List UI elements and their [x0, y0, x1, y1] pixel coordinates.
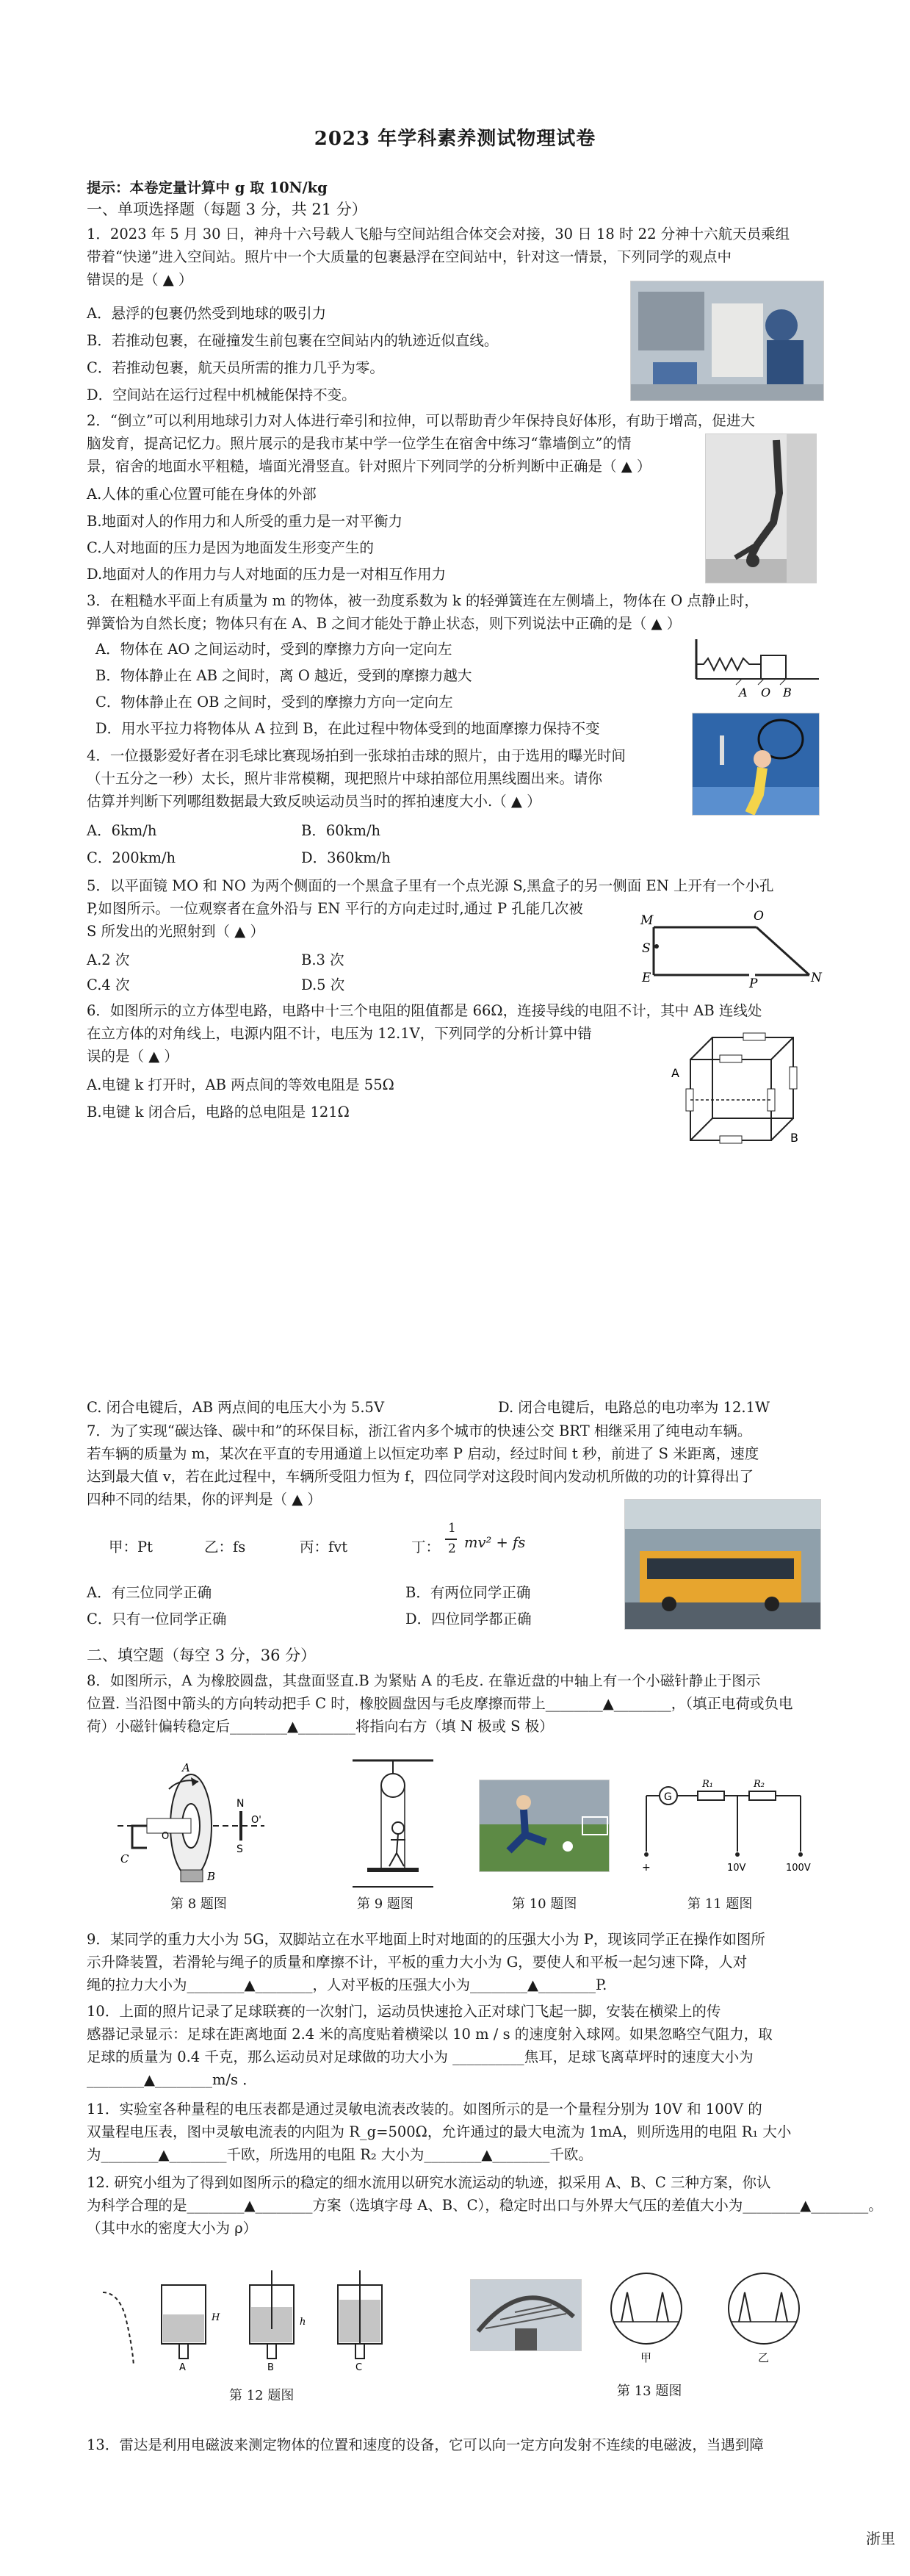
- q12-stem-line2: 为科学合理的是________▲________方案（选填字母 A、B、C），稳定时出口与外界大气压的差值大小为________▲________。: [87, 2197, 883, 2214]
- q11-stem-line1: 11．实验室各种量程的电压表都是通过灵敏电流表改装的。如图所示的是一个量程分别为 10V 和 100V 的: [87, 2101, 762, 2118]
- fig11-label-100v: 100V: [786, 1863, 811, 1874]
- q8-stem-line2: 位置. 当沿图中箭头的方向转动把手 C 时，橡胶圆盘因与毛皮摩擦而带上________▲________，（填正电荷或负电: [87, 1695, 793, 1712]
- q7-jia: 甲：Pt: [109, 1539, 153, 1555]
- fig12-label-small-h: h: [300, 2317, 306, 2328]
- fig8-label-o: O: [162, 1831, 170, 1842]
- q12-stem-line1: 12. 研究小组为了得到如图所示的稳定的细水流用以研究水流运动的轨迹，拟采用 A、B、C 三种方案，你认: [87, 2174, 771, 2191]
- q2-photo-illustration: [706, 434, 816, 583]
- q3-option-c: C．物体静止在 OB 之间时，受到的摩擦力方向一定向左: [95, 694, 453, 710]
- footer-watermark: 浙里: [866, 2530, 895, 2547]
- fig8-label-c: C: [120, 1852, 129, 1866]
- fig8-label-o-prime: O': [251, 1815, 261, 1826]
- q12-stem-line3: （其中水的密度大小为 ρ）: [87, 2220, 258, 2237]
- fig11-label-10v: 10V: [727, 1863, 746, 1874]
- q7-bing: 丙：fvt: [300, 1539, 348, 1555]
- q6-label-b: B: [790, 1131, 798, 1145]
- q6-label-a: A: [671, 1066, 679, 1080]
- q7-option-d: D．四位同学都正确: [405, 1611, 532, 1627]
- q6-stem-line1: 6．如图所示的立方体型电路，电路中十三个电阻的阻值都是 66Ω，连接导线的电阻不计，其中 AB 连线处: [87, 1002, 762, 1019]
- fig9-pulley-diagram: [345, 1757, 441, 1890]
- q3-option-a: A．物体在 AO 之间运动时，受到的摩擦力方向一定向左: [95, 641, 452, 658]
- q5-stem-line3: S 所发出的光照射到（ ▲ ）: [87, 923, 264, 940]
- q7-ding-prefix: 丁：: [411, 1539, 441, 1555]
- q1-space-station-photo: [630, 281, 824, 401]
- q6-cube-circuit-diagram: [661, 1023, 808, 1170]
- q6-option-d: D. 闭合电键后，电路总的电功率为 12.1W: [498, 1399, 770, 1416]
- q1-stem-line1: 1．2023 年 5 月 30 日，神舟十六号载人飞船与空间站组合体交会对接，30 日 18 时 22 分神十六航天员乘组: [87, 226, 790, 242]
- q5-option-c: C.4 次: [87, 976, 130, 993]
- q4-stem-line1: 4．一位摄影爱好者在羽毛球比赛现场拍到一张球拍击球的照片，由于选用的曝光时间: [87, 747, 626, 764]
- fig13-radar-photo: [470, 2279, 582, 2351]
- q7-ding-expression: mv² + fs: [464, 1534, 526, 1551]
- fig11-voltmeter-circuit: [639, 1778, 815, 1881]
- q5-stem-line2: P,如图所示。一位观察者在盒外沿与 EN 平行的方向走过时,通过 P 孔能几次被: [87, 900, 583, 917]
- q4-option-a: A．6km/h: [87, 822, 157, 839]
- q9-stem-line1: 9．某同学的重力大小为 5G，双脚站立在水平地面上时对地面的的压强大小为 P，现该同学正在操作如图所: [87, 1931, 765, 1948]
- fig11-label-plus: +: [642, 1862, 651, 1874]
- q6-option-a: A.电键 k 打开时，AB 两点间的等效电阻是 55Ω: [87, 1076, 394, 1093]
- fig12-label-c: C: [355, 2362, 363, 2373]
- q2-stem-line1: 2．“倒立”可以利用地球引力对人体进行牵引和拉伸，可以帮助青少年保持良好体形，有助于增高，促进大: [87, 412, 755, 429]
- section-heading-1: 一、单项选择题（每题 3 分，共 21 分）: [87, 201, 367, 218]
- fig8-label-b: B: [207, 1870, 216, 1883]
- fig13-label-jia: 甲: [640, 2351, 652, 2364]
- q7-option-c: C．只有一位同学正确: [87, 1611, 227, 1627]
- q3-label-o: O: [761, 686, 771, 699]
- fig11-label-r1: R₁: [702, 1779, 713, 1790]
- q6-stem-line3: 误的是（ ▲ ）: [87, 1048, 178, 1065]
- q7-option-a: A．有三位同学正确: [87, 1584, 212, 1601]
- q10-stem-line3: 足球的质量为 0.4 千克，那么运动员对足球做的功大小为 __________焦耳，足球飞离草坪时的速度大小为: [87, 2048, 754, 2065]
- q7-stem-line4: 四种不同的结果，你的评判是（ ▲ ）: [87, 1491, 322, 1508]
- q3-option-b: B．物体静止在 AB 之间时，离 O 越近，受到的摩擦力越大: [95, 667, 472, 684]
- q1-option-c: C．若推动包裹，航天员所需的推力几乎为零。: [87, 359, 384, 376]
- q2-option-b: B.地面对人的作用力和人所受的重力是一对平衡力: [87, 513, 403, 530]
- q5-option-b: B.3 次: [301, 951, 344, 968]
- q4-option-b: B．60km/h: [301, 822, 381, 839]
- q7-stem-line2: 若车辆的质量为 m，某次在平直的专用通道上以恒定功率 P 启动，经过时间 t 秒，前进了 S 米距离，速度: [87, 1445, 759, 1462]
- q2-option-d: D.地面对人的作用力与人对地面的压力是一对相互作用力: [87, 566, 447, 583]
- q8-stem-line1: 8．如图所示，A 为橡胶圆盘，其盘面竖直.B 为紧贴 A 的毛皮. 在靠近盘的中轴上有一个小磁针静止于图示: [87, 1672, 761, 1689]
- fig10-caption: 第 10 题图: [512, 1896, 577, 1912]
- q10-stem-line4: ________▲________m/s ．: [87, 2071, 257, 2088]
- q4-photo-illustration: [693, 713, 819, 815]
- q3-stem-line2: 弹簧恰为自然长度；物体只有在 A、B 之间才能处于静止状态，则下列说法中正确的是（ ▲ ）: [87, 615, 682, 632]
- fig13-label-yi: 乙: [758, 2351, 770, 2364]
- fig11-label-g: G: [664, 1791, 672, 1803]
- q7-yi: 乙：fs: [204, 1539, 246, 1555]
- q11-stem-line3: 为________▲________千欧，所选用的电阻 R₂ 大小为________▲________千欧。: [87, 2146, 593, 2163]
- q5-option-d: D.5 次: [301, 976, 345, 993]
- section-heading-2: 二、填空题（每空 3 分，36 分）: [87, 1647, 317, 1664]
- q5-label-m: M: [640, 913, 654, 928]
- fig9-caption: 第 9 题图: [357, 1896, 414, 1912]
- q2-stem-line3: 景，宿舍的地面水平粗糙，墙面光滑竖直。针对照片下列同学的分析判断中正确是（ ▲ ）: [87, 458, 651, 475]
- q1-stem-line2: 带着“快递”进入空间站。照片中一个大质量的包裹悬浮在空间站中，针对这一情景，下列同学的观点中: [87, 248, 732, 265]
- q7-stem-line3: 达到最大值 v，若在此过程中，车辆所受阻力恒为 f，四位同学对这段时间内发动机所做的功的计算得出了: [87, 1468, 754, 1485]
- fig12-caption: 第 12 题图: [229, 2388, 295, 2403]
- fig12-label-b: B: [267, 2362, 274, 2373]
- fig12-water-flow-diagram: [95, 2263, 441, 2373]
- q1-stem-line3: 错误的是（ ▲ ）: [87, 271, 193, 288]
- q11-stem-line2: 双量程电压表，图中灵敏电流表的内阻为 R_g=500Ω，允许通过的最大电流为 1mA，则所选用的电阻 R₁ 大小: [87, 2123, 792, 2140]
- q13-stem-line1: 13．雷达是利用电磁波来测定物体的位置和速度的设备，它可以向一定方向发射不连续的电磁波，当遇到障: [87, 2436, 764, 2453]
- q3-option-d: D．用水平拉力将物体从 A 拉到 B，在此过程中物体受到的地面摩擦力保持不变: [95, 720, 600, 737]
- q5-mirror-box-diagram: [639, 905, 823, 991]
- fig8-label-n: N: [236, 1798, 245, 1810]
- q1-option-a: A．悬浮的包裹仍然受到地球的吸引力: [87, 305, 327, 322]
- q2-handstand-photo: [705, 433, 817, 583]
- fig13-photo-illustration: [471, 2280, 581, 2350]
- q7-photo-illustration: [625, 1500, 820, 1629]
- q4-option-d: D．360km/h: [301, 849, 391, 866]
- hint: 提示：本卷定量计算中 g 取 10N/kg: [87, 179, 328, 196]
- q4-stem-line2: （十五分之一秒）太长，照片非常模糊，现把照片中球拍部位用黑线圈出来。请你: [87, 770, 603, 787]
- q9-stem-line3: 绳的拉力大小为________▲________，人对平板的压强大小为________▲________P.: [87, 1976, 607, 1993]
- fig8-rubber-disk-diagram: [118, 1760, 264, 1885]
- q8-stem-line3: 荷）小磁针偏转稳定后________▲________将指向右方（填 N 极或 S 极）: [87, 1718, 554, 1735]
- q7-stem-line1: 7．为了实现“碳达锋、碳中和”的环保目标，浙江省内多个城市的快速公交 BRT 相继采用了纯电动车辆。: [87, 1422, 752, 1439]
- q4-option-c: C．200km/h: [87, 849, 176, 866]
- q1-photo-illustration: [631, 281, 823, 400]
- q6-option-b: B.电键 k 闭合后，电路的总电阻是 121Ω: [87, 1104, 350, 1120]
- q5-stem-line1: 5．以平面镜 MO 和 NO 为两个侧面的一个黑盒子里有一个点光源 S,黑盒子的另一侧面 EN 上开有一个小孔: [87, 877, 774, 894]
- q5-label-n: N: [811, 971, 822, 985]
- q4-stem-line3: 估算并判断下列哪组数据最大致反映运动员当时的挥拍速度大小.（ ▲ ）: [87, 793, 541, 810]
- q7-option-b: B．有两位同学正确: [405, 1584, 531, 1601]
- fig10-photo-illustration: [480, 1780, 609, 1871]
- q5-option-a: A.2 次: [87, 951, 130, 968]
- q10-stem-line2: 感器记录显示：足球在距离地面 2.4 米的高度贴着横梁以 10 m / s 的速度射入球网。如果忽略空气阻力，取: [87, 2026, 773, 2043]
- q5-label-p: P: [749, 976, 758, 991]
- fig13-caption: 第 13 题图: [617, 2383, 682, 2399]
- q10-stem-line1: 10．上面的照片记录了足球联赛的一次射门，运动员快速抢入正对球门飞起一脚，安装在横梁上的传: [87, 2003, 721, 2020]
- fig12-label-a: A: [179, 2362, 186, 2373]
- q7-ding-numerator: 1: [448, 1521, 456, 1536]
- page-title: 2023 年学科素养测试物理试卷: [314, 128, 596, 150]
- fig11-caption: 第 11 题图: [687, 1896, 753, 1912]
- q7-brt-bus-photo: [624, 1499, 821, 1630]
- q7-ding-denominator: 2: [448, 1541, 456, 1556]
- q3-label-b: B: [783, 686, 792, 699]
- q1-option-d: D．空间站在运行过程中机械能保持不变。: [87, 386, 356, 403]
- q1-option-b: B．若推动包裹，在碰撞发生前包裹在空间站内的轨迹近似直线。: [87, 332, 499, 349]
- q7-fraction-bar: [445, 1539, 457, 1540]
- fig8-caption: 第 8 题图: [170, 1896, 227, 1912]
- fig10-soccer-photo: [479, 1780, 610, 1872]
- fig12-label-h: H: [212, 2312, 220, 2323]
- q3-spring-diagram: [690, 633, 823, 699]
- fig13-oscilloscope-screens: [602, 2270, 823, 2366]
- q5-label-s: S: [642, 941, 651, 956]
- fig11-label-r2: R₂: [754, 1779, 765, 1790]
- q2-stem-line2: 脑发育，提高记忆力。照片展示的是我市某中学一位学生在宿舍中练习“靠墙倒立”的情: [87, 435, 632, 452]
- q2-option-c: C.人对地面的压力是因为地面发生形变产生的: [87, 539, 374, 556]
- q3-stem-line1: 3．在粗糙水平面上有质量为 m 的物体，被一劲度系数为 k 的轻弹簧连在左侧墙上，物体在 O 点静止时，: [87, 592, 759, 609]
- q5-label-o: O: [754, 909, 764, 924]
- q9-stem-line2: 示升降装置，若滑轮与绳子的质量和摩擦不计，平板的重力大小为 G，要使人和平板一起匀速下降，人对: [87, 1954, 748, 1971]
- fig8-label-s: S: [236, 1843, 243, 1855]
- q2-option-a: A.人体的重心位置可能在身体的外部: [87, 486, 317, 503]
- q5-label-e: E: [642, 971, 651, 985]
- q3-label-a: A: [739, 686, 748, 699]
- fig8-label-a: A: [182, 1761, 190, 1774]
- q6-option-c: C. 闭合电键后，AB 两点间的电压大小为 5.5V: [87, 1399, 385, 1416]
- q4-badminton-photo: [692, 713, 820, 816]
- q6-stem-line2: 在立方体的对角线上，电源内阻不计，电压为 12.1V，下列同学的分析计算中错: [87, 1025, 592, 1042]
